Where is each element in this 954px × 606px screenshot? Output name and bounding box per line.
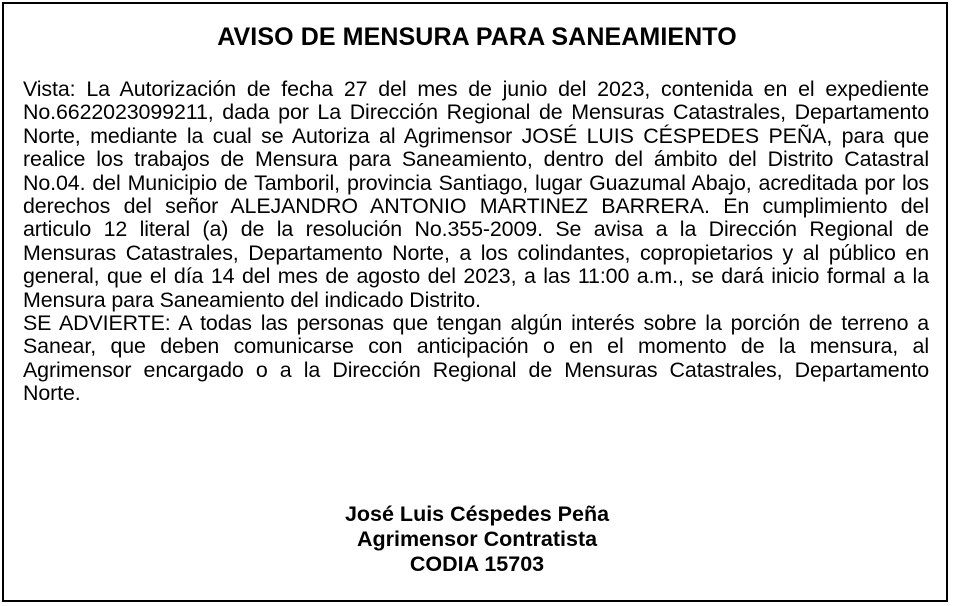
notice-paragraph-warning: SE ADVIERTE: A todas las personas que tengan algún interés sobre la porción de terreno a Sanear, que deben comunicarse con anticipación o en el momento de la mensura, al Agrimensor encargado o a la Dirección Regional de Mensuras Catastrales, Departamento Norte. [23, 311, 929, 406]
notice-paragraph-authorization: Vista: La Autorización de fecha 27 del mes de junio del 2023, contenida en el expediente No.6622023099211, dada por La Dirección Regional de Mensuras Catastrales, Departamento Norte, mediante la cual se Autoriza al Agrimensor JOSÉ LUIS CÉSPEDES PEÑA, para que realice los trabajos de Mensura para Saneamiento, dentro del ámbito del Distrito Catastral No.04. del Municipio de Tamboril, provincia Santiago, lugar Guazumal Abajo, acreditada por los derechos del señor ALEJANDRO ANTONIO MARTINEZ BARRERA. En cumplimiento del articulo 12 literal (a) de la resolución No.355-2009. Se avisa a la Dirección Regional de Mensuras Catastrales, Departamento Norte, a los colindantes, copropietarios y al público en general, que el día 14 del mes de agosto del 2023, a las 11:00 a.m., se dará inicio formal a la Mensura para Saneamiento del indicado Distrito. [23, 77, 929, 312]
signature-name: José Luis Céspedes Peña [344, 502, 610, 526]
signature-role: Agrimensor Contratista [356, 527, 598, 551]
signature-block [4, 502, 950, 577]
notice-body [23, 78, 929, 406]
signature-codia: CODIA 15703 [409, 552, 545, 576]
notice-title: AVISO DE MENSURA PARA SANEAMIENTO [217, 23, 737, 51]
notice-border [2, 2, 948, 602]
